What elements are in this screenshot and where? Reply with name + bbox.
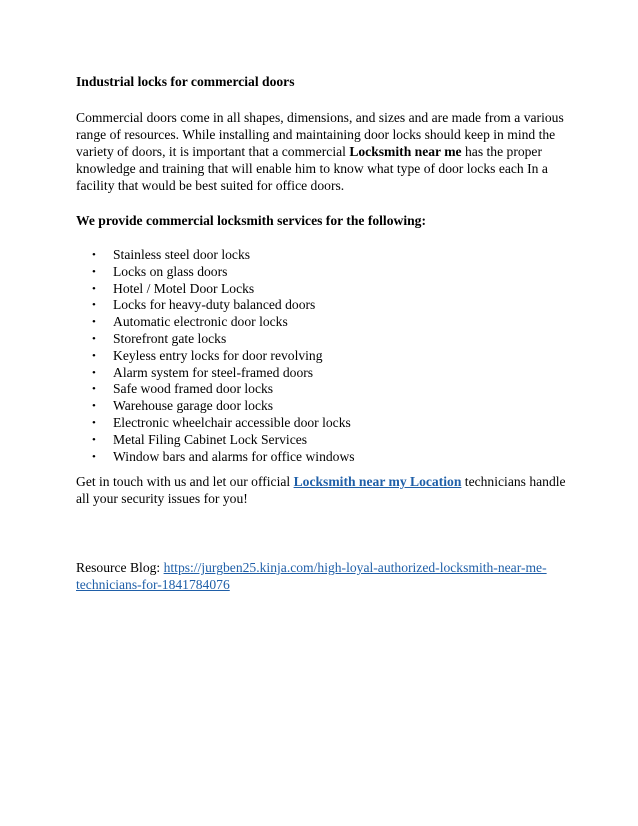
list-item: [76, 281, 566, 298]
contact-paragraph: [76, 473, 566, 507]
list-item-label: Metal Filing Cabinet Lock Services: [113, 431, 308, 447]
list-item-label: Window bars and alarms for office windows: [113, 448, 355, 464]
list-item-label: Hotel / Motel Door Locks: [113, 280, 255, 296]
list-item: [76, 381, 566, 398]
bullet-icon: •: [92, 299, 96, 312]
bullet-icon: •: [92, 383, 96, 396]
list-item-label: Storefront gate locks: [113, 330, 227, 346]
bullet-icon: •: [92, 450, 96, 463]
list-item-label: Electronic wheelchair accessible door locks: [113, 414, 351, 430]
list-item-label: Stainless steel door locks: [113, 247, 251, 262]
document-title: Industrial locks for commercial doors: [76, 74, 295, 89]
bullet-icon: •: [92, 316, 96, 329]
resource-paragraph: [76, 559, 566, 593]
intro-bold-keyword: Locksmith near me: [349, 144, 462, 159]
services-heading: We provide commercial locksmith services for the following:: [76, 213, 426, 228]
list-item: [76, 348, 566, 365]
list-item: [76, 432, 566, 449]
intro-text-part2: has the proper knowledge and training that will enable him to know what type of door locks each In a facility that would be best suited for office doors.: [76, 144, 548, 193]
bullet-icon: •: [92, 433, 96, 446]
contact-text-after: technicians handle all your security issues for you!: [76, 474, 566, 507]
list-item: [76, 264, 566, 281]
list-item-label: Locks on glass doors: [113, 263, 228, 279]
bullet-icon: •: [92, 416, 96, 429]
list-item-label: Automatic electronic door locks: [113, 314, 288, 330]
list-item-label: Locks for heavy-duty balanced doors: [113, 297, 316, 313]
resource-blog-link[interactable]: https://jurgben25.kinja.com/high-loyal-authorized-locksmith-near-me-technicians-for-1841784076: [76, 560, 547, 593]
locksmith-location-link[interactable]: Locksmith near my Location: [293, 474, 462, 490]
document-page: [76, 73, 566, 593]
list-item: [76, 398, 566, 415]
contact-text-before: Get in touch with us and let our official: [76, 474, 294, 490]
bullet-icon: •: [92, 265, 96, 278]
bullet-icon: •: [92, 249, 96, 261]
list-item-label: Keyless entry locks for door revolving: [113, 347, 323, 363]
bullet-icon: •: [92, 332, 96, 345]
list-item: [76, 449, 566, 466]
list-item: [76, 415, 566, 432]
list-item: [76, 365, 566, 382]
list-item-label: Safe wood framed door locks: [113, 381, 274, 397]
services-list: [76, 247, 566, 465]
bullet-icon: •: [92, 366, 96, 379]
list-item: [76, 247, 566, 264]
bullet-icon: •: [92, 282, 96, 295]
bullet-icon: •: [92, 400, 96, 413]
intro-text-part1: Commercial doors come in all shapes, dimensions, and sizes and are made from a various range of resources. While installing and maintaining door locks should keep in mind the variety of doors, it is important that a commercial: [76, 110, 564, 159]
list-item-label: Warehouse garage door locks: [113, 398, 274, 414]
resource-label: Resource Blog:: [76, 560, 164, 576]
list-item: [76, 297, 566, 314]
bullet-icon: •: [92, 349, 96, 362]
list-item: [76, 331, 566, 348]
list-item: [76, 314, 566, 331]
intro-paragraph: [76, 109, 566, 194]
list-item-label: Alarm system for steel-framed doors: [113, 364, 314, 380]
